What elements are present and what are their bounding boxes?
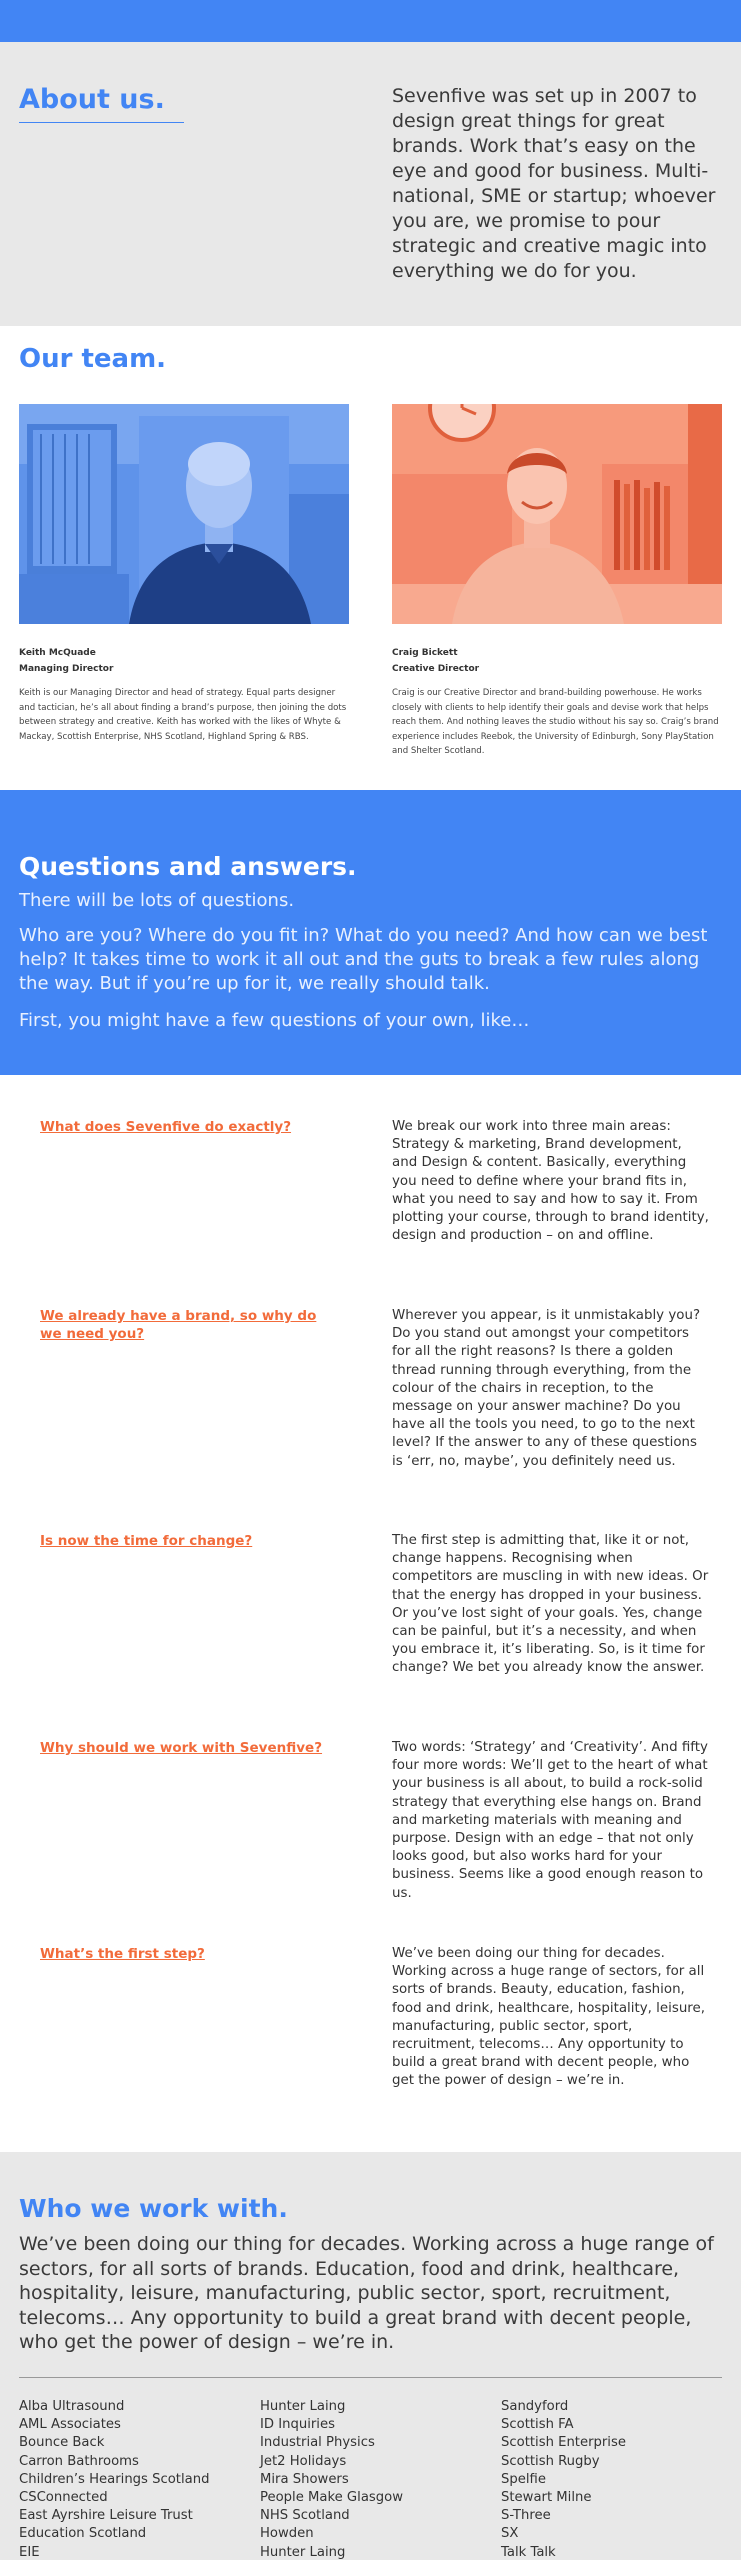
- clients-column-1: [19, 2398, 249, 2560]
- keith-role: Managing Director: [19, 664, 114, 674]
- about-section: [0, 42, 741, 326]
- faq-question-4-link[interactable]: Why should we work with Sevenfive?: [40, 1740, 323, 1756]
- client-item: Mira Showers: [260, 2471, 349, 2487]
- client-item: Talk Talk: [501, 2544, 556, 2560]
- client-item: Hunter Laing: [260, 2399, 346, 2414]
- top-bar: [0, 0, 741, 42]
- client-item: Alba Ultrasound: [19, 2399, 125, 2414]
- keith-name: Keith McQuade: [19, 648, 96, 658]
- client-item: NHS Scotland: [260, 2508, 350, 2524]
- questions-subtitle: There will be lots of questions.: [19, 890, 295, 911]
- client-item: Howden: [260, 2526, 314, 2542]
- client-item: Industrial Physics: [260, 2435, 375, 2451]
- client-item: Scottish Enterprise: [501, 2435, 626, 2451]
- clients-section: [0, 2152, 741, 2560]
- clients-column-2: [260, 2398, 490, 2560]
- clients-column-3: [501, 2398, 731, 2560]
- client-item: Bounce Back: [19, 2435, 105, 2451]
- faq-question-3-link[interactable]: Is now the time for change?: [40, 1533, 253, 1549]
- client-item: Hunter Laing: [260, 2544, 346, 2560]
- faq-answer-4: Two words: ‘Strategy’ and ‘Creativity’. And fifty four more words: We’ll get to the heart of what your business is all about, to build a rock-solid strategy that everything else hangs on. Brand and marketing materials with meaning and purpose. Design with an edge – that not only looks good, but also works hard for your business. Seems like a good enough reason to us.: [392, 1740, 708, 1901]
- client-item: Carron Bathrooms: [19, 2453, 139, 2469]
- client-item: Education Scotland: [19, 2526, 147, 2542]
- questions-title: Questions and answers.: [19, 852, 357, 881]
- client-item: Sandyford: [501, 2399, 569, 2414]
- keith-bio: Keith is our Managing Director and head of strategy. Equal parts designer and tactician, he’s all about finding a brand’s purpose, then joining the dots between strategy and creative. Keith has worked with the likes of Whyte & Mackay, Scottish Enterprise, NHS Scotland, Highland Spring & RBS.: [19, 688, 347, 742]
- client-item: Stewart Milne: [501, 2490, 592, 2506]
- client-item: AML Associates: [19, 2417, 121, 2433]
- client-item: EIE: [19, 2544, 40, 2560]
- about-title-underline: [19, 122, 184, 123]
- client-item: East Ayrshire Leisure Trust: [19, 2508, 193, 2524]
- clients-title: Who we work with.: [19, 2194, 288, 2223]
- about-title: About us.: [19, 84, 165, 115]
- faq-answer-1: We break our work into three main areas: Strategy & marketing, Brand development, and Design & content. Basically, everything you need to define where your brand fits in, what you need to say and how to say it. From plotting your course, through to brand identity, design and production – on and offline.: [392, 1119, 709, 1244]
- clients-divider: [19, 2377, 722, 2378]
- client-item: Jet2 Holidays: [260, 2453, 347, 2469]
- faq-answer-3: The first step is admitting that, like it or not, change happens. Recognising when competitors are muscling in with new ideas. Or that the energy has dropped in your business. Or you’ve lost sight of your goals. Yes, change can be painful, but it’s a necessity, and when you embrace it, it’s liberating. So, is it time for change? We bet you already know the answer.: [392, 1533, 709, 1676]
- client-item: Scottish Rugby: [501, 2453, 600, 2469]
- craig-photo: [392, 404, 722, 624]
- keith-photo: [19, 404, 349, 624]
- questions-section: [0, 790, 741, 1075]
- client-item: Spelfie: [501, 2471, 546, 2487]
- client-item: Scottish FA: [501, 2417, 574, 2433]
- faq-question-1-link[interactable]: What does Sevenfive do exactly?: [40, 1119, 292, 1135]
- questions-paragraph: Who are you? Where do you fit in? What do you need? And how can we best help? It takes time to work it all out and the guts to break a few rules along the way. But if you’re up for it, we really should talk.: [19, 925, 708, 994]
- faq-question-2-link[interactable]: We already have a brand, so why do we need you?: [40, 1308, 317, 1342]
- client-item: Children’s Hearings Scotland: [19, 2471, 210, 2487]
- client-item: CSConnected: [19, 2490, 108, 2506]
- craig-name: Craig Bickett: [392, 648, 458, 658]
- client-item: ID Inquiries: [260, 2417, 335, 2433]
- faq-answer-2: Wherever you appear, is it unmistakably you? Do you stand out amongst your competitors for all the right reasons? Is there a golden thread running through everything, from the colour of the chairs in reception, to the message on your answer machine? Do you have all the tools you need, to go to the next level? If the answer to any of these questions is ‘err, no, maybe’, you definitely need us.: [392, 1308, 701, 1469]
- client-item: People Make Glasgow: [260, 2490, 403, 2506]
- clients-intro: We’ve been doing our thing for decades. Working across a huge range of sectors, for all sorts of brands. Education, food and drink, healthcare, hospitality, leisure, manufacturing, public sector, sport, recruitment, telecoms… Any opportunity to build a great brand with decent people, who get the power of design – we’re in.: [19, 2233, 714, 2353]
- craig-role: Creative Director: [392, 664, 480, 674]
- questions-first-line: First, you might have a few questions of your own, like…: [19, 1010, 530, 1031]
- craig-bio: Craig is our Creative Director and brand-building powerhouse. He works closely with clients to help identify their goals and devise work that helps reach them. And nothing leaves the studio without his say so. Craig’s brand experience includes Reebok, the University of Edinburgh, Sony PlayStation and Shelter Scotland.: [392, 688, 719, 756]
- keith-portrait-icon: [19, 404, 349, 624]
- faq-answer-5: We’ve been doing our thing for decades. Working across a huge range of sectors, for all sorts of brands. Beauty, education, fashion, food and drink, healthcare, hospitality, leisure, manufacturing, public sector, sport, recruitment, telecoms… Any opportunity to build a great brand with decent people, who get the power of design – we’re in.: [392, 1946, 706, 2089]
- client-item: S-Three: [501, 2508, 551, 2524]
- team-title: Our team.: [19, 344, 167, 374]
- about-text: Sevenfive was set up in 2007 to design great things for great brands. Work that’s easy on the eye and good for business. Multi-national, SME or startup; whoever you are, we promise to pour strategic and creative magic into everything we do for you.: [392, 85, 716, 282]
- faq-question-5-link[interactable]: What’s the first step?: [40, 1946, 205, 1962]
- client-item: SX: [501, 2526, 519, 2542]
- craig-portrait-icon: [392, 404, 722, 624]
